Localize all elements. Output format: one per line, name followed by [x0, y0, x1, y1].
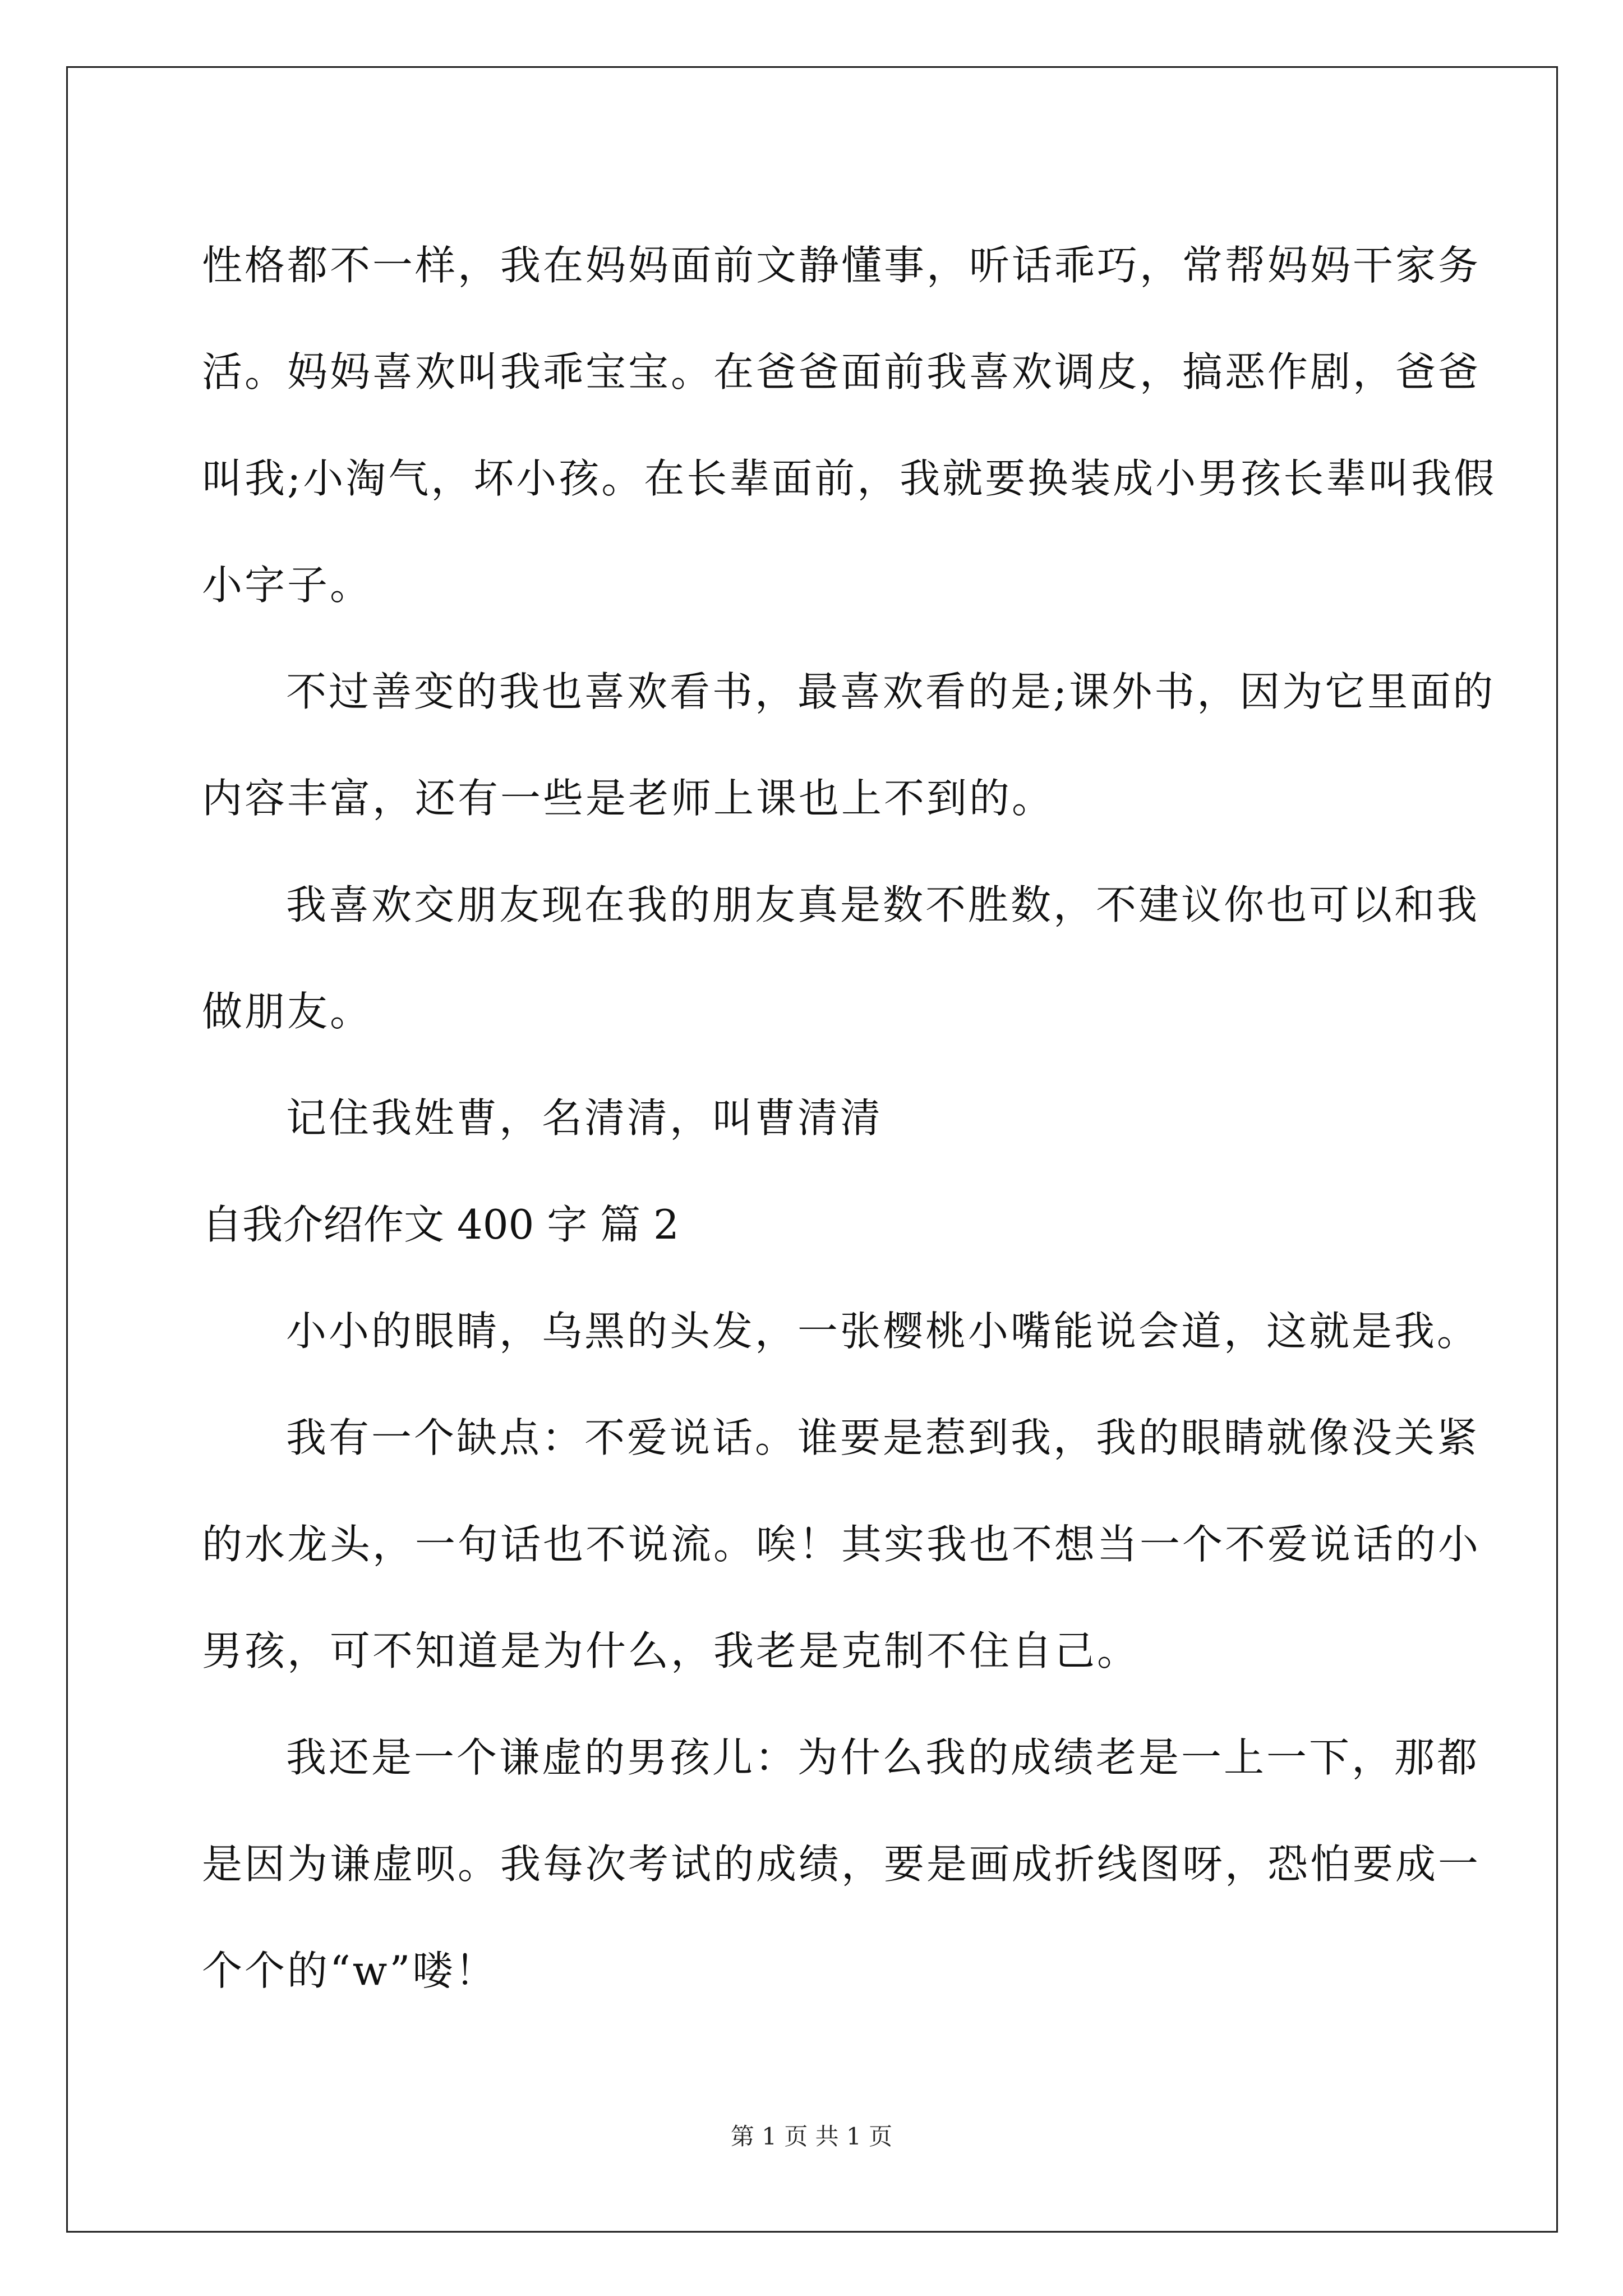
text-line: 内容丰富，还有一些是老师上课也上不到的。 — [202, 775, 1055, 822]
document-body — [202, 212, 1497, 2024]
paragraph-start-line: 我有一个缺点：不爱说话。谁要是惹到我，我的眼睛就像没关紧 — [286, 1414, 1480, 1461]
paragraph-start-line: 我喜欢交朋友现在我的朋友真是数不胜数，不建议你也可以和我 — [286, 881, 1480, 928]
text-line: 叫我;小淘气，坏小孩。在长辈面前，我就要换装成小男孩长辈叫我假 — [202, 455, 1497, 502]
section-heading: 自我介绍作文 400 字 篇 2 — [202, 1201, 679, 1248]
paragraph-start-line: 不过善变的我也喜欢看书，最喜欢看的是;课外书，因为它里面的 — [286, 668, 1496, 715]
page-number-footer: 第 1 页 共 1 页 — [730, 2123, 893, 2150]
text-line: 小字子。 — [202, 562, 373, 609]
paragraph-start-line: 记住我姓曹，名清清，叫曹清清 — [286, 1094, 883, 1142]
text-line: 个个的“w”喽！ — [202, 1947, 498, 1994]
text-line: 是因为谦虚呗。我每次考试的成绩，要是画成折线图呀，恐怕要成一 — [202, 1841, 1481, 1888]
paragraph-start-line: 小小的眼睛，乌黑的头发，一张樱桃小嘴能说会道，这就是我。 — [286, 1308, 1480, 1355]
text-line: 性格都不一样，我在妈妈面前文静懂事，听话乖巧，常帮妈妈干家务 — [202, 242, 1481, 289]
text-line: 男孩，可不知道是为什么，我老是克制不住自己。 — [202, 1627, 1140, 1674]
paragraph-start-line: 我还是一个谦虚的男孩儿：为什么我的成绩老是一上一下，那都 — [286, 1734, 1480, 1781]
text-line: 的水龙头，一句话也不说流。唉！其实我也不想当一个不爱说话的小 — [202, 1521, 1481, 1568]
text-line: 做朋友。 — [202, 988, 373, 1035]
text-line: 活。妈妈喜欢叫我乖宝宝。在爸爸面前我喜欢调皮，搞恶作剧，爸爸 — [202, 348, 1481, 395]
